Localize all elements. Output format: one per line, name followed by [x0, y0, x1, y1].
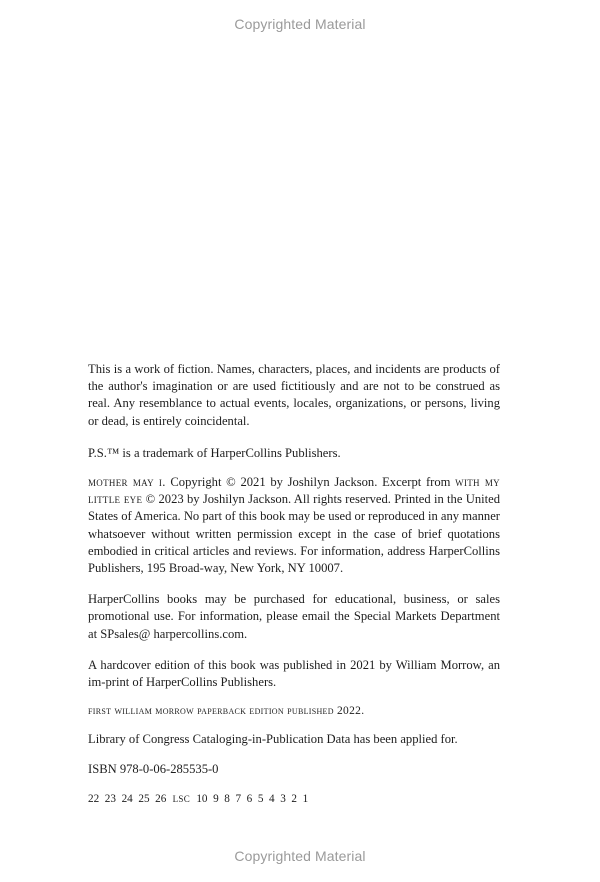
cip-notice: Library of Congress Cataloging-in-Publication Data has been applied for. — [88, 732, 458, 747]
printer-code: lsc — [172, 790, 191, 805]
copyright-text-1: Copyright © 2021 by Joshilyn Jackson. Excerpt from — [165, 475, 456, 490]
copyright-notice — [88, 474, 500, 577]
isbn: ISBN 978-0-06-285535-0 — [88, 761, 219, 776]
copyright-watermark-bottom: Copyrighted Material — [234, 848, 366, 864]
printing-years: 22 23 24 25 26 — [88, 792, 167, 805]
printing-line — [88, 790, 500, 808]
printing-numbers: 10 9 8 7 6 5 4 3 2 1 — [196, 792, 309, 805]
hardcover-notice: A hardcover edition of this book was published in 2021 by William Morrow, an im-print of HarperCollins Publishers. — [88, 657, 500, 690]
edition-line: first william morrow paperback edition published 2022. — [88, 705, 365, 718]
sales-notice: HarperCollins books may be purchased for educational, business, or sales promotional use. For information, please email the Special Markets Department at SPsales@ harpercollins.com. — [88, 592, 500, 641]
copyright-text-2: © 2023 by Joshilyn Jackson. All rights reserved. Printed in the United States of America. No part of this book may be used or reproduced in any manner whatsoever without written permission except in the case of brief quotations embodied in critical articles and reviews. For information, address HarperCollins Publishers, 195 Broad-way, New York, NY 10007. — [88, 492, 501, 576]
copyright-watermark-top: Copyrighted Material — [234, 16, 366, 32]
excerpt-title: with my little eye — [88, 475, 500, 507]
trademark-notice: P.S.™ is a trademark of HarperCollins Publishers. — [88, 445, 341, 460]
copyright-page-text — [88, 361, 500, 808]
book-title: mother may i. — [88, 475, 166, 490]
fiction-notice: This is a work of fiction. Names, characters, places, and incidents are products of the author's imagination or are used fictitiously and are not to be construed as real. Any resemblance to actual events, locales, organizations, or persons, living or dead, is entirely coincidental. — [88, 362, 500, 428]
